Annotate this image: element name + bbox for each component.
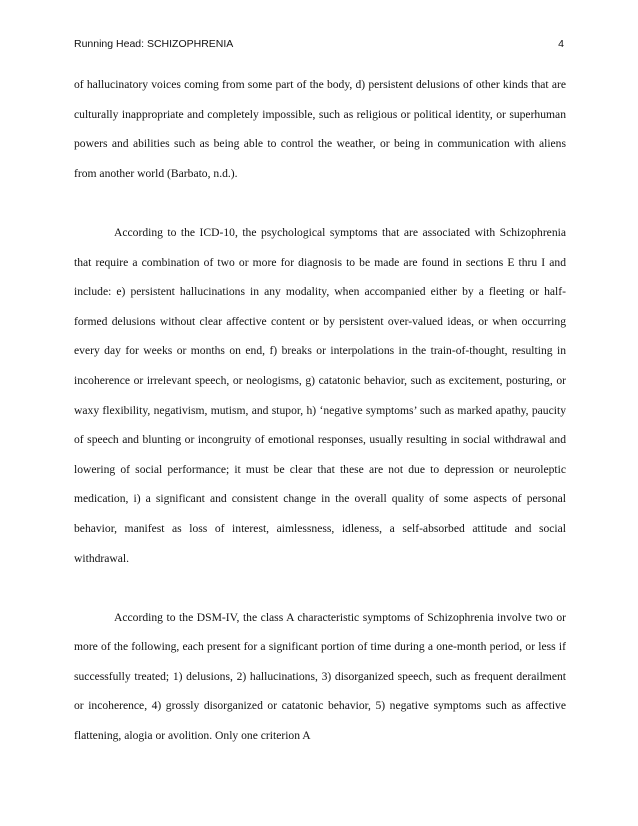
paragraph-gap bbox=[74, 188, 566, 218]
page-header bbox=[74, 38, 564, 54]
body-text bbox=[74, 70, 566, 751]
page-number: 4 bbox=[558, 38, 564, 50]
running-head: Running Head: SCHIZOPHRENIA bbox=[74, 38, 234, 50]
paragraph-dsm4: According to the DSM-IV, the class A characteristic symptoms of Schizophrenia involve two or more of the following, each present for a significant portion of time during a one-month period, or less if successfully treated; 1) delusions, 2) hallucinations, 3) disorganized speech, such as frequent derailment or incoherence, 4) grossly disorganized or catatonic behavior, 5) negative symptoms such as affective flattening, alogia or avolition. Only one criterion A bbox=[74, 610, 566, 743]
paragraph-continuation: of hallucinatory voices coming from some part of the body, d) persistent delusions of other kinds that are culturally inappropriate and completely impossible, such as religious or political identity, or superhuman powers and abilities such as being able to control the weather, or being in communication with aliens from another world (Barbato, n.d.). bbox=[74, 78, 566, 180]
paragraph-icd10: According to the ICD-10, the psychological symptoms that are associated with Schizophrenia that require a combination of two or more for diagnosis to be made are found in sections E thru I and include: e) persistent hallucinations in any modality, when accompanied either by a fleeting or half-formed delusions without clear affective content or by persistent over-valued ideas, or when occurring every day for weeks or months on end, f) breaks or interpolations in the train-of-thought, resulting in incoherence or irrelevant speech, or neologisms, g) catatonic behavior, such as excitement, posturing, or waxy flexibility, negativism, mutism, and stupor, h) ‘negative symptoms’ such as marked apathy, paucity of speech and blunting or incongruity of emotional responses, usually resulting in social withdrawal and lowering of social performance; it must be clear that these are not due to depression or neuroleptic medication, i) a significant and consistent change in the overall quality of some aspects of personal behavior, manifest as loss of interest, aimlessness, idleness, a self-absorbed attitude and social withdrawal. bbox=[74, 225, 566, 565]
paragraph-gap bbox=[74, 573, 566, 603]
